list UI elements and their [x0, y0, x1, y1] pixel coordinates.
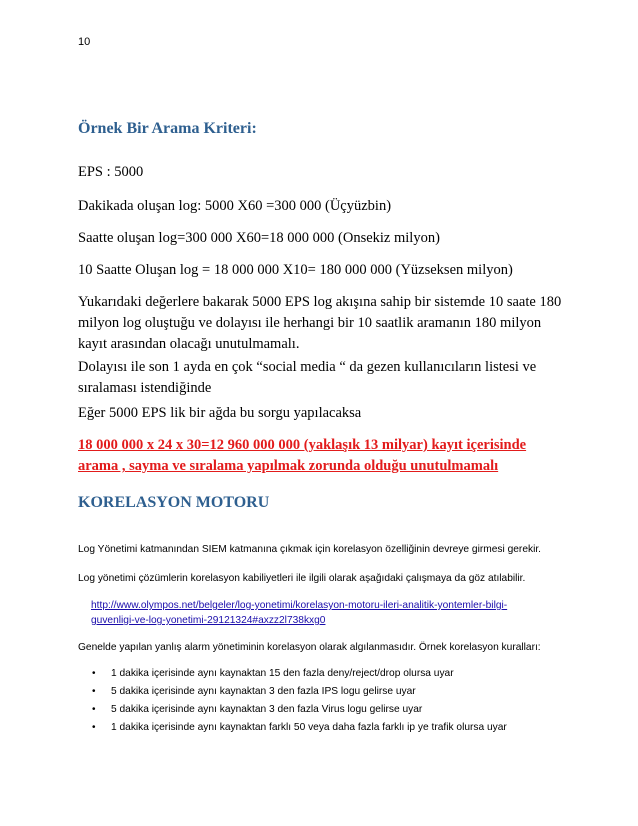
list-item-text: 1 dakika içerisinde aynı kaynaktan 15 den fazla deny/reject/drop olursa uyar — [111, 668, 454, 679]
paragraph-line: Dolayısı ile son 1 ayda en çok “social media “ da gezen kullanıcıların listesi ve — [78, 359, 537, 375]
per-minute-line: Dakikada oluşan log: 5000 X60 =300 000 (Üçyüzbin) — [78, 198, 392, 214]
paragraph-line: kayıt arasından olacağı unutulmamalı. — [78, 336, 300, 352]
paragraph-correlation-study: Log yönetimi çözümlerin korelasyon kabiliyetleri ile ilgili olarak aşağıdaki çalışmaya da göz atılabilir. — [78, 573, 526, 584]
per-hour-line: Saatte oluşan log=300 000 X60=18 000 000 (Onsekiz milyon) — [78, 230, 440, 246]
ten-hour-line: 10 Saatte Oluşan log = 18 000 000 X10= 180 000 000 (Yüzseksen milyon) — [78, 262, 513, 278]
paragraph-line: milyon log oluştuğu ve dolayısı ile herhangi bir 10 saatlik aramanın 180 milyon — [78, 315, 542, 331]
reference-link[interactable] — [91, 598, 568, 628]
paragraph-explanation — [78, 292, 568, 355]
list-item — [78, 666, 568, 684]
eps-line: EPS : 5000 — [78, 164, 144, 180]
reference-link-line[interactable]: guvenligi-ve-log-yonetimi-29121324#axzz2l738kxg0 — [91, 615, 326, 626]
list-item — [78, 702, 568, 720]
bullet-icon: • — [92, 704, 96, 715]
bullet-icon: • — [92, 722, 96, 733]
section-heading-search-criteria: Örnek Bir Arama Kriteri: — [78, 120, 257, 137]
correlation-rules-list — [78, 666, 568, 738]
list-item — [78, 720, 568, 738]
section-heading-correlation: KORELASYON MOTORU — [78, 494, 270, 511]
list-item — [78, 684, 568, 702]
list-item-text: 1 dakika içerisinde aynı kaynaktan farklı 50 veya daha fazla farklı ip ye trafik olursa uyar — [111, 722, 507, 733]
bullet-icon: • — [92, 686, 96, 697]
paragraph-line: Yukarıdaki değerlere bakarak 5000 EPS log akışına sahip bir sistemde 10 saate 180 — [78, 294, 562, 310]
paragraph-social-media — [78, 357, 568, 399]
red-warning — [78, 435, 568, 477]
red-warning-line: 18 000 000 x 24 x 30=12 960 000 000 (yaklaşık 13 milyar) kayıt içerisinde — [78, 437, 527, 453]
reference-link-line[interactable]: http://www.olympos.net/belgeler/log-yonetimi/korelasyon-motoru-ileri-analitik-yontemler-bilgi- — [91, 600, 508, 611]
list-item-text: 5 dakika içerisinde aynı kaynaktan 3 den fazla Virus logu gelirse uyar — [111, 704, 423, 715]
list-item-text: 5 dakika içerisinde aynı kaynaktan 3 den fazla IPS logu gelirse uyar — [111, 686, 416, 697]
paragraph-line: sıralaması istendiğinde — [78, 380, 212, 396]
paragraph-query: Eğer 5000 EPS lik bir ağda bu sorgu yapılacaksa — [78, 405, 362, 421]
bullet-icon: • — [92, 668, 96, 679]
paragraph-siem: Log Yönetimi katmanından SIEM katmanına çıkmak için korelasyon özelliğinin devreye girmesi gerekir. — [78, 544, 541, 555]
paragraph-alarm: Genelde yapılan yanlış alarm yönetiminin korelasyon olarak algılanmasıdır. Örnek korelasyon kuralları: — [78, 642, 541, 653]
page-number: 10 — [78, 36, 91, 48]
red-warning-line: arama , sayma ve sıralama yapılmak zorunda olduğu unutulmamalı — [78, 458, 499, 474]
